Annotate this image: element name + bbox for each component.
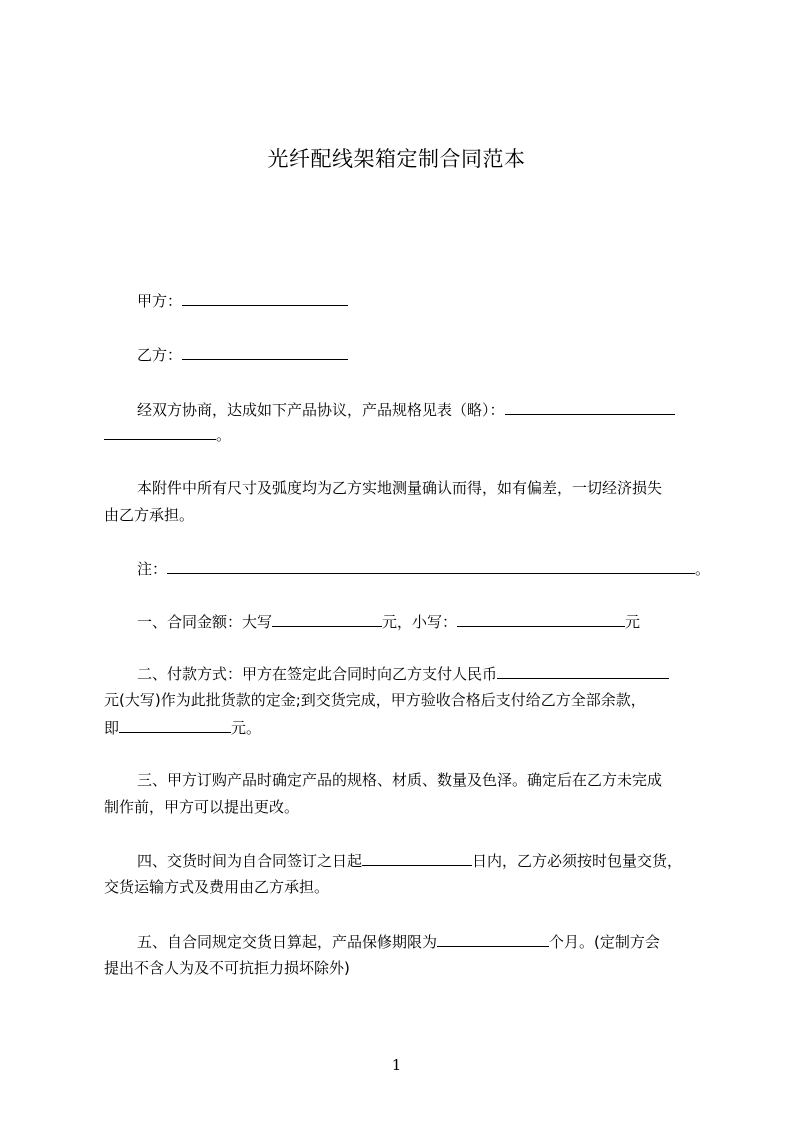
party-b-blank[interactable] [182,345,348,360]
note-blank[interactable] [167,559,695,574]
intro-end: 。 [216,426,232,444]
clause-5-text-b: 个月。(定制方会 [549,933,660,951]
warranty-months-blank[interactable] [437,932,549,947]
clause-2-text-c: 即 [104,719,120,737]
clause-2-line-1 [137,664,669,683]
clause-2-text-d: 元。 [231,719,262,737]
clause-1-text-b: 元，小写： [382,613,458,631]
clause-4-text-b: 日内，乙方必须按时包量交货， [472,852,683,870]
clause-4-line-1 [137,851,682,870]
clause-1-text-c: 元 [625,613,641,631]
clause-5-line-2: 提出不含人为及不可抗拒力损坏除外) [104,959,350,977]
delivery-days-blank[interactable] [362,851,472,866]
clause-2-line-2: 元(大写)作为此批货款的定金;到交货完成，甲方验收合格后支付给乙方全部余款， [104,691,646,709]
clause-4-line-2: 交货运输方式及费用由乙方承担。 [104,878,330,896]
note-label: 注： [137,560,168,578]
party-b-label: 乙方： [137,346,183,364]
clause-4-text-a: 四、交货时间为自合同签订之日起 [137,852,363,870]
intro-text: 经双方协商，达成如下产品协议，产品规格见表（略）： [137,401,505,419]
party-a-label: 甲方： [137,292,183,310]
balance-blank[interactable] [119,718,231,733]
annex-line-1: 本附件中所有尺寸及弧度均为乙方实地测量确认而得，如有偏差，一切经济损失 [137,479,663,497]
amount-lowercase-blank[interactable] [457,612,625,627]
intro-line [137,400,675,419]
document-title: 光纤配线架箱定制合同范本 [267,147,526,171]
deposit-blank[interactable] [497,664,669,679]
party-a-line [137,291,348,310]
party-a-blank[interactable] [182,291,348,306]
clause-5-text-a: 五、自合同规定交货日算起，产品保修期限为 [137,933,438,951]
clause-2-text-a: 二、付款方式：甲方在签定此合同时向乙方支付人民币 [137,665,498,683]
clause-2-line-3 [104,718,261,737]
page-number: 1 [391,1056,402,1074]
intro-blank-2[interactable] [104,425,216,440]
intro-line-2 [104,425,231,444]
intro-blank-1[interactable] [505,400,675,415]
note-end: 。 [695,560,711,578]
clause-1-text-a: 一、合同金额：大写 [137,613,273,631]
party-b-line [137,345,348,364]
amount-uppercase-blank[interactable] [272,612,382,627]
clause-5-line-1 [137,932,660,951]
annex-line-2: 由乙方承担。 [104,506,195,524]
clause-1 [137,612,640,631]
clause-3-line-2: 制作前，甲方可以提出更改。 [104,798,300,816]
clause-3-line-1: 三、甲方订购产品时确定产品的规格、材质、数量及色泽。确定后在乙方未完成 [137,771,663,789]
note-line [137,559,710,578]
